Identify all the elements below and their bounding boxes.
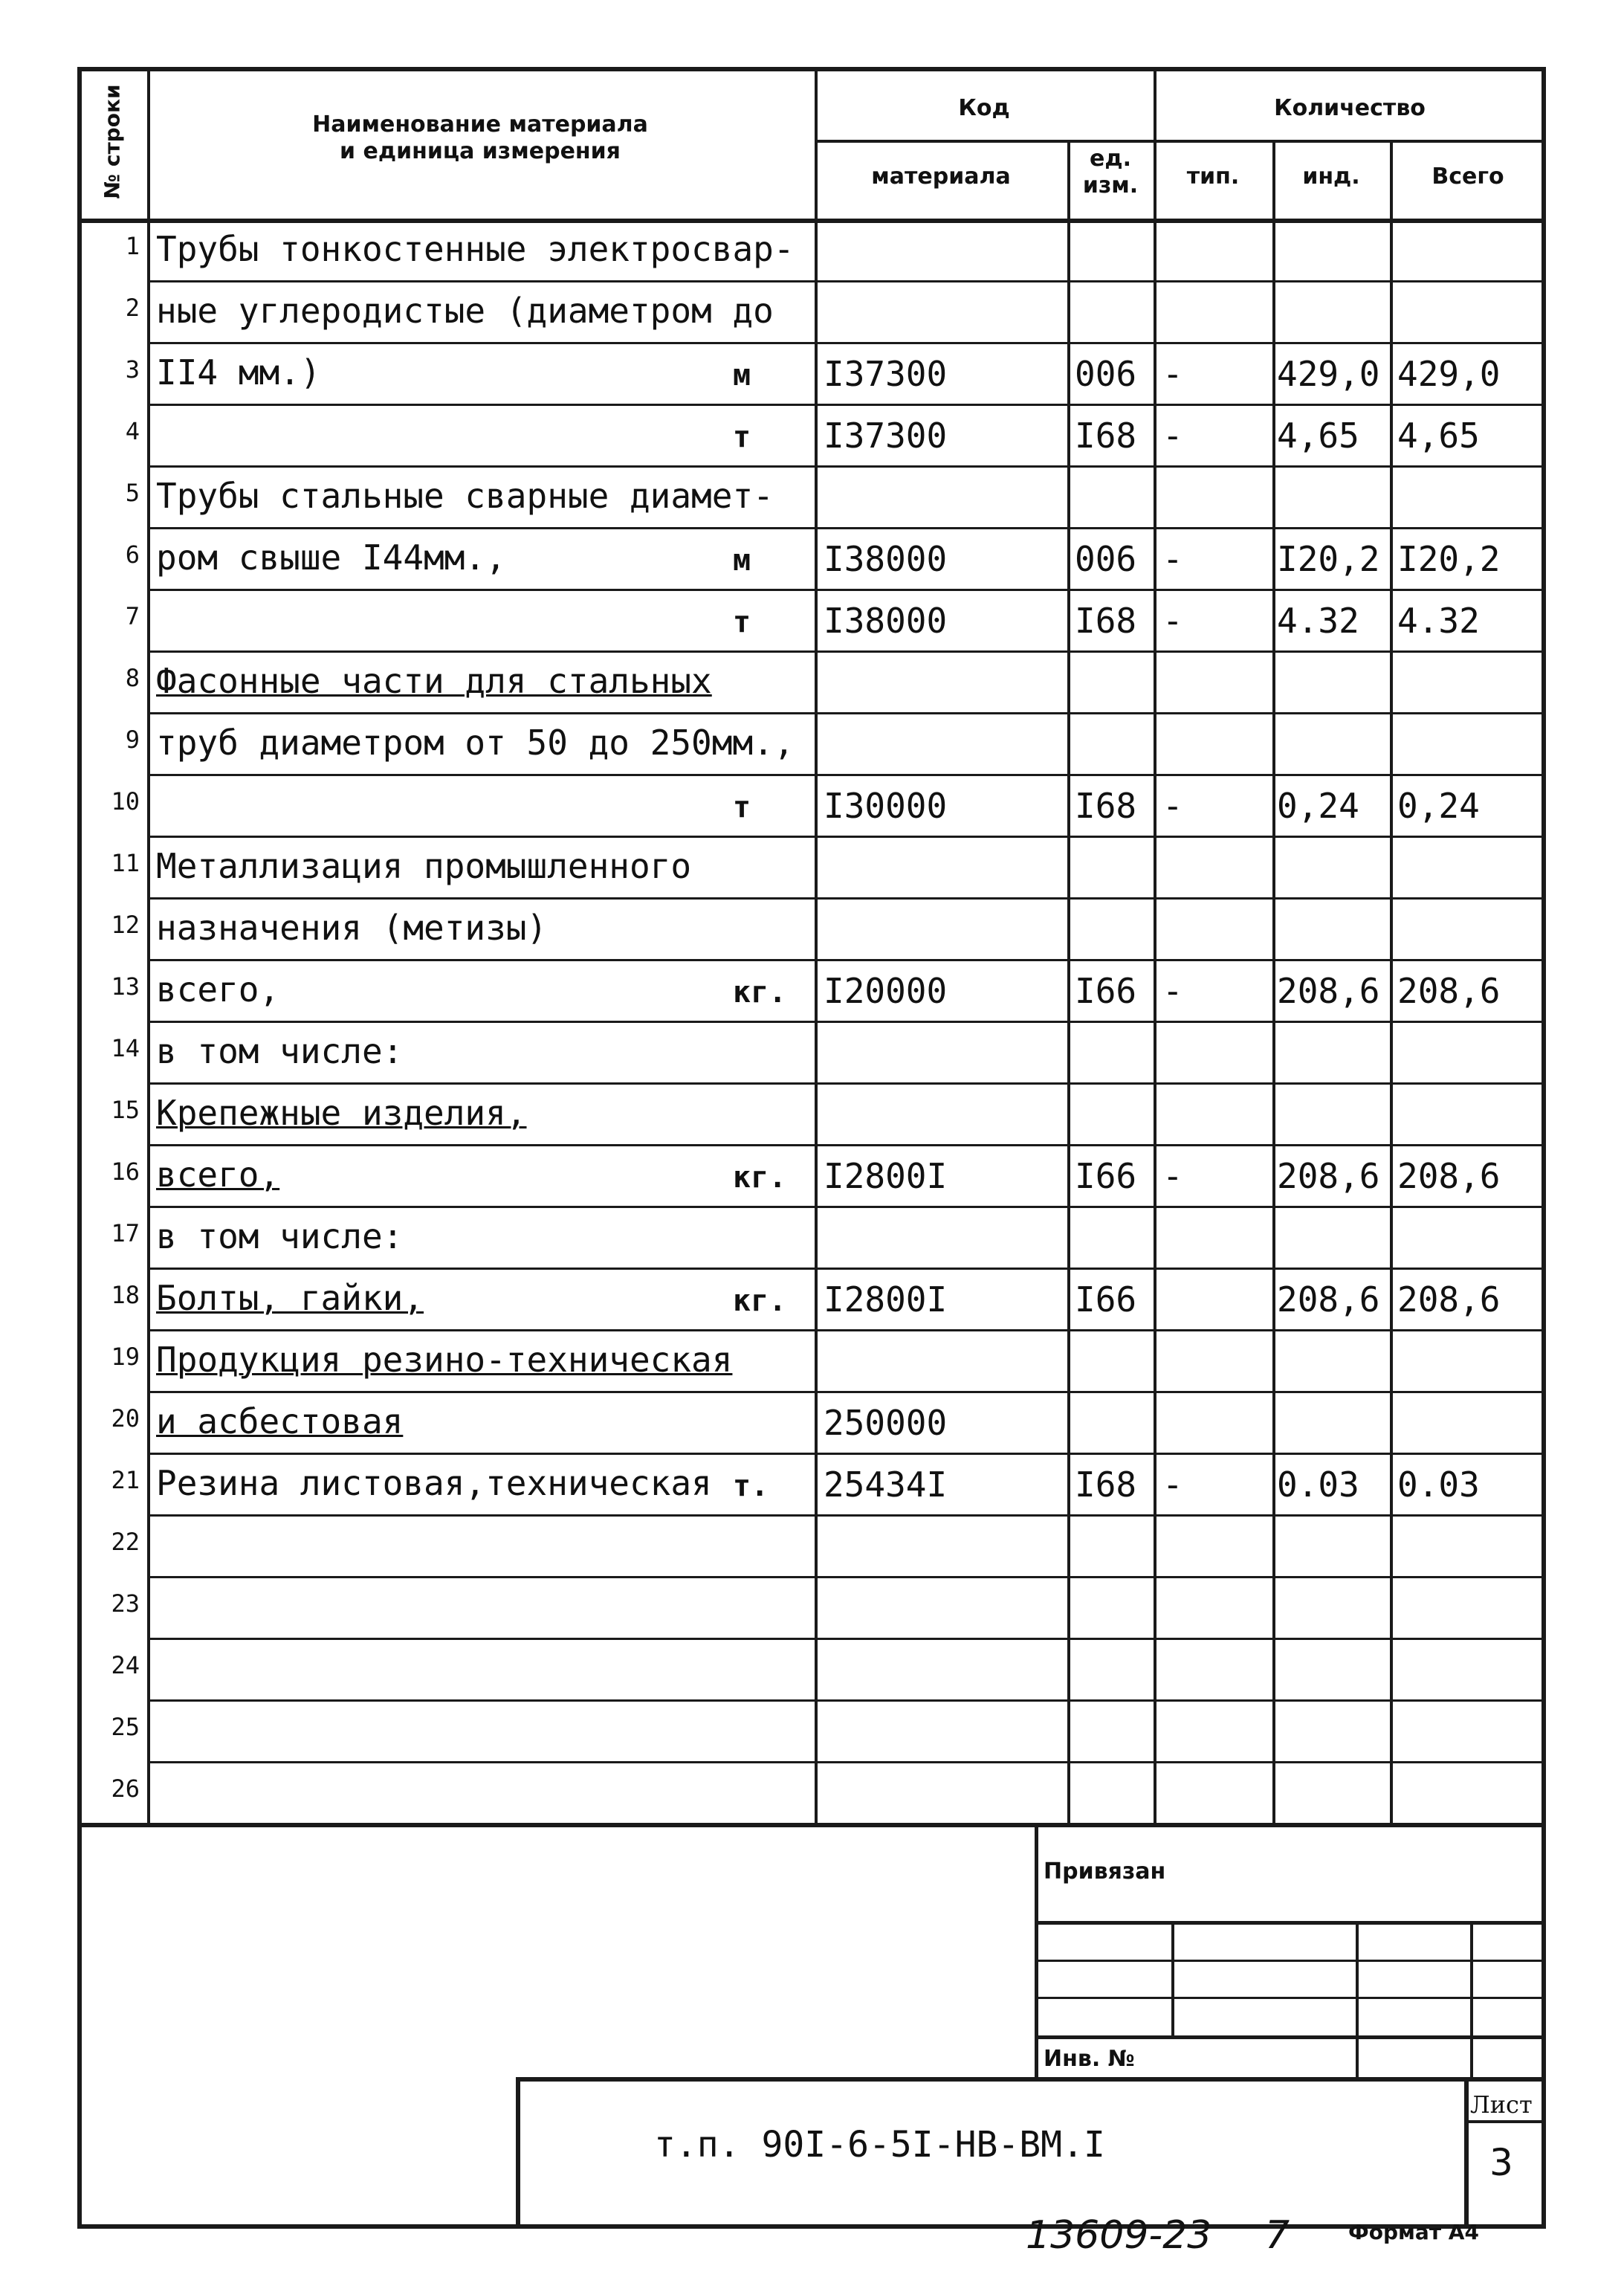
typ-quantity: - [1162,1156,1183,1196]
row-number: 15 [111,1096,140,1124]
material-name: и асбестовая [156,1401,404,1441]
format-label: Формат А4 [1348,2220,1479,2244]
unit-label: т [733,790,751,824]
linked-label: Привязан [1044,1859,1166,1885]
row-number: 7 [125,602,140,630]
typ-quantity: - [1162,971,1183,1011]
row-line [147,1638,1546,1640]
total-quantity: 0,24 [1397,786,1480,826]
column-line [1154,67,1156,1823]
header-divider [815,140,1546,143]
sheet-box-divider [1464,2120,1546,2123]
row-number: 17 [111,1219,140,1247]
ind-quantity: 4,65 [1277,416,1359,456]
material-code: I38000 [824,601,948,641]
material-name: Металлизация промышленного [156,846,692,886]
header-bottom-line [77,219,1546,223]
ind-quantity: 208,6 [1277,1156,1380,1196]
row-line [147,959,1546,961]
row-number: 16 [111,1157,140,1186]
material-name: в том числе: [156,1031,404,1071]
unit-label: кг. [733,975,787,1010]
unit-code: I66 [1075,971,1137,1011]
row-line [147,1576,1546,1578]
material-name: Трубы стальные сварные диамет- [156,476,774,516]
code-group-header: Код [958,95,1010,121]
unit-code: I66 [1075,1156,1137,1196]
ind-quantity: 0.03 [1277,1465,1359,1505]
unit-code: I68 [1075,1465,1137,1505]
row-number: 20 [111,1404,140,1433]
row-number: 10 [111,787,140,816]
material-name: всего, [156,969,280,1010]
row-number: 8 [125,664,140,692]
row-number-header: № строки [100,83,125,199]
material-name: ные углеродистые (диаметром до [156,291,774,331]
material-name: Продукция резино-техническая [156,1340,733,1380]
row-number: 18 [111,1281,140,1309]
row-number: 13 [111,972,140,1001]
row-line [147,404,1546,406]
material-name: ром свыше I44мм., [156,537,506,578]
sheet-label: Лист [1470,2090,1533,2119]
row-line [147,712,1546,714]
typ-quantity: - [1162,416,1183,456]
material-name: в том числе: [156,1216,404,1256]
stamp-line [1035,1921,1546,1925]
row-line [147,1514,1546,1517]
row-number: 14 [111,1034,140,1062]
title-block-top-line [516,2077,1546,2082]
handwritten-number: 13609-23 [1026,2213,1212,2258]
row-line [147,650,1546,653]
unit-code: 006 [1075,354,1137,394]
material-name: Фасонные части для стальных [156,661,712,701]
total-quantity: 4,65 [1397,416,1480,456]
stamp-line [1035,2035,1546,2039]
ind-quantity: I20,2 [1277,539,1380,579]
sheet-number: 3 [1489,2141,1513,2184]
stamp-line [1035,1960,1546,1962]
quantity-group-header: Количество [1274,95,1426,121]
row-line [147,1021,1546,1023]
row-number: 21 [111,1466,140,1494]
material-name: Трубы тонкостенные электросвар- [156,229,795,269]
row-number: 19 [111,1343,140,1371]
material-code: I2800I [824,1156,948,1196]
row-number: 26 [111,1775,140,1803]
row-line [147,1391,1546,1393]
material-name: II4 мм.) [156,352,321,393]
unit-label: т. [733,1469,769,1503]
total-quantity: 4.32 [1397,601,1480,641]
unit-label: т [733,420,751,454]
row-line [147,836,1546,838]
unit-code: I68 [1075,786,1137,826]
table-bottom-line [77,1823,1546,1827]
row-line [147,342,1546,344]
row-number: 9 [125,726,140,754]
material-code: I37300 [824,354,948,394]
material-name: всего, [156,1155,280,1195]
row-line [147,527,1546,529]
total-quantity: 208,6 [1397,971,1501,1011]
unit-code: 006 [1075,539,1137,579]
unit-code: I68 [1075,416,1137,456]
unit-code: I66 [1075,1279,1137,1320]
total-header: Всего [1431,164,1504,190]
material-code: I2800I [824,1279,948,1320]
stamp-line [1035,1997,1546,1999]
column-line [815,67,818,1823]
unit-label: т [733,605,751,639]
column-line [1390,140,1393,1823]
material-code-header: материала [871,164,1011,190]
row-number: 2 [125,294,140,322]
material-name: Крепежные изделия, [156,1093,527,1133]
row-line [147,1699,1546,1702]
total-quantity: I20,2 [1397,539,1501,579]
material-code: 250000 [824,1403,948,1443]
document-designation: т.п. 90I-6-5I-НВ-ВМ.I [654,2124,1105,2166]
typ-quantity: - [1162,601,1183,641]
stamp-column-line [1356,1921,1359,2077]
ind-quantity: 429,0 [1277,354,1380,394]
row-line [147,1761,1546,1763]
unit-label: кг. [733,1160,787,1195]
row-line [147,1453,1546,1455]
column-line [1067,140,1070,1823]
material-name: назначения (метизы) [156,908,548,948]
row-number: 25 [111,1713,140,1741]
sheet-box-left-line [1464,2077,1469,2229]
row-number: 4 [125,417,140,445]
row-number: 24 [111,1651,140,1679]
material-name: Болты, гайки, [156,1278,424,1318]
material-code: I37300 [824,416,948,456]
column-line [147,67,150,1823]
total-quantity: 208,6 [1397,1279,1501,1320]
typ-quantity: - [1162,1465,1183,1505]
row-number: 22 [111,1528,140,1556]
unit-code: I68 [1075,601,1137,641]
name-header: Наименование материала и единица измерения [312,112,648,164]
typ-quantity: - [1162,539,1183,579]
row-line [147,1144,1546,1146]
unit-label: кг. [733,1284,787,1318]
unit-label: м [733,543,751,578]
stamp-column-line [1171,1921,1174,2035]
material-code: I30000 [824,786,948,826]
typ-quantity: - [1162,786,1183,826]
total-quantity: 208,6 [1397,1156,1501,1196]
row-line [147,1082,1546,1085]
material-code: 25434I [824,1465,948,1505]
material-name: Резина листовая,техническая [156,1463,712,1503]
unit-code-header: ед. изм. [1082,146,1139,198]
row-line [147,1268,1546,1270]
ind-quantity: 4.32 [1277,601,1359,641]
row-line [147,897,1546,900]
total-quantity: 0.03 [1397,1465,1480,1505]
ind-quantity: 0,24 [1277,786,1359,826]
column-line [1272,140,1275,1823]
row-number: 12 [111,911,140,939]
row-number: 3 [125,355,140,384]
row-line [147,1206,1546,1208]
row-number: 1 [125,232,140,260]
unit-label: м [733,358,751,393]
typ-header: тип. [1186,164,1240,190]
material-code: I38000 [824,539,948,579]
stamp-column-line [1470,1921,1473,2077]
material-code: I20000 [824,971,948,1011]
row-line [147,465,1546,468]
title-block-left-line [516,2077,520,2229]
typ-quantity: - [1162,354,1183,394]
row-number: 5 [125,479,140,507]
row-line [147,280,1546,282]
row-number: 11 [111,849,140,877]
ind-header: инд. [1302,164,1360,190]
row-line [147,1329,1546,1331]
material-name: труб диаметром от 50 до 250мм., [156,723,795,763]
handwritten-copy-number: 7 [1265,2213,1290,2258]
row-line [147,589,1546,591]
ind-quantity: 208,6 [1277,1279,1380,1320]
ind-quantity: 208,6 [1277,971,1380,1011]
row-number: 6 [125,540,140,569]
inventory-number-label: Инв. № [1044,2046,1135,2072]
row-number: 23 [111,1589,140,1618]
row-line [147,774,1546,776]
total-quantity: 429,0 [1397,354,1501,394]
